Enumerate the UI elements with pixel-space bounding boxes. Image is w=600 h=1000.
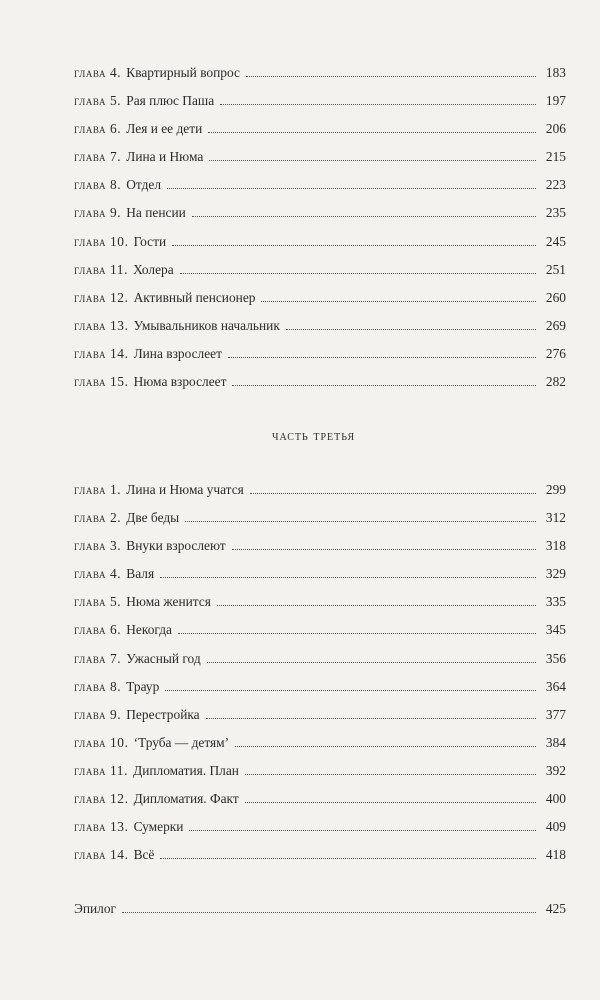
entry-title: Сумерки xyxy=(133,819,184,835)
chapter-number: глава 6. xyxy=(74,121,122,137)
toc-entry[interactable] xyxy=(74,291,566,319)
entry-page-number: 276 xyxy=(545,345,566,361)
chapter-number: глава 5. xyxy=(74,93,122,109)
entry-title: Отдел xyxy=(126,177,162,193)
entry-page-number: 364 xyxy=(545,678,566,694)
chapter-number: глава 14. xyxy=(74,345,129,361)
chapter-number: глава 6. xyxy=(74,622,122,638)
chapter-number: глава 12. xyxy=(74,791,129,807)
toc-entry[interactable] xyxy=(74,178,566,206)
toc-epilogue xyxy=(74,902,566,930)
toc-entry[interactable] xyxy=(74,736,566,764)
chapter-number: глава 12. xyxy=(74,289,129,305)
entry-title: Валя xyxy=(126,566,155,582)
entry-page-number: 392 xyxy=(545,762,566,778)
entry-page-number: 251 xyxy=(545,261,566,277)
entry-page-number: 235 xyxy=(545,205,566,221)
toc-entry[interactable] xyxy=(74,848,566,876)
toc-entry[interactable] xyxy=(74,539,566,567)
entry-page-number: 183 xyxy=(545,65,566,80)
dot-leader xyxy=(250,492,536,494)
entry-title: ‘Труба — детям’ xyxy=(133,734,230,750)
dot-leader xyxy=(286,328,536,330)
entry-title: Внуки взрослеют xyxy=(126,538,226,554)
chapter-number: глава 7. xyxy=(74,149,122,165)
dot-leader xyxy=(235,745,536,747)
toc-entry[interactable] xyxy=(74,820,566,848)
entry-title: Рая плюс Паша xyxy=(126,93,215,109)
entry-title: Лина и Нюма учатся xyxy=(126,482,244,497)
entry-title: Активный пенсионер xyxy=(133,289,256,305)
entry-page-number: 377 xyxy=(545,706,566,722)
entry-page-number: 318 xyxy=(545,538,566,554)
entry-page-number: 425 xyxy=(545,901,566,916)
entry-title: Нюма взрослеет xyxy=(133,374,227,390)
dot-leader xyxy=(245,801,536,803)
entry-title: Холера xyxy=(133,261,174,277)
dot-leader xyxy=(167,187,536,189)
entry-page-number: 384 xyxy=(545,734,566,750)
entry-page-number: 197 xyxy=(545,93,566,109)
dot-leader xyxy=(165,689,536,691)
dot-leader xyxy=(246,75,536,77)
entry-title: Всё xyxy=(133,847,155,863)
toc-entry[interactable] xyxy=(74,567,566,595)
chapter-number: глава 11. xyxy=(74,261,129,277)
toc-entry[interactable] xyxy=(74,347,566,375)
toc-entry[interactable] xyxy=(74,375,566,403)
dot-leader xyxy=(160,576,536,578)
entry-page-number: 418 xyxy=(545,847,566,863)
toc-entry[interactable] xyxy=(74,623,566,651)
entry-page-number: 409 xyxy=(545,819,566,835)
dot-leader xyxy=(185,520,536,522)
entry-title: Гости xyxy=(133,233,167,249)
toc-entry[interactable] xyxy=(74,94,566,122)
chapter-number: глава 9. xyxy=(74,205,122,221)
entry-page-number: 260 xyxy=(545,289,566,305)
entry-page-number: 312 xyxy=(545,510,566,526)
entry-page-number: 345 xyxy=(545,622,566,638)
entry-title: Некогда xyxy=(126,622,172,638)
toc-entry[interactable] xyxy=(74,652,566,680)
entry-page-number: 269 xyxy=(545,317,566,333)
dot-leader xyxy=(217,604,536,606)
dot-leader xyxy=(160,857,536,859)
entry-title: Нюма женится xyxy=(126,594,211,610)
toc-entry[interactable] xyxy=(74,263,566,291)
dot-leader xyxy=(220,103,536,105)
dot-leader xyxy=(207,661,536,663)
entry-title: Две беды xyxy=(126,510,180,526)
dot-leader xyxy=(180,272,536,274)
dot-leader xyxy=(228,356,536,358)
entry-title: Дипломатия. Факт xyxy=(133,791,239,807)
chapter-number: глава 2. xyxy=(74,510,122,526)
entry-page-number: 206 xyxy=(545,121,566,137)
toc-entry[interactable] xyxy=(74,764,566,792)
toc-section-part-two xyxy=(74,66,566,403)
chapter-number: глава 8. xyxy=(74,177,122,193)
entry-title: Лина взрослеет xyxy=(133,345,222,361)
toc-entry-epilogue[interactable] xyxy=(74,902,566,930)
entry-page-number: 356 xyxy=(545,650,566,666)
entry-page-number: 282 xyxy=(545,374,566,390)
toc-entry[interactable] xyxy=(74,66,566,94)
chapter-number: глава 11. xyxy=(74,762,129,778)
toc-entry[interactable] xyxy=(74,206,566,234)
toc-entry[interactable] xyxy=(74,595,566,623)
entry-page-number: 223 xyxy=(545,177,566,193)
entry-page-number: 400 xyxy=(545,791,566,807)
chapter-number: глава 15. xyxy=(74,374,129,390)
chapter-number: глава 10. xyxy=(74,734,129,750)
chapter-number: глава 13. xyxy=(74,317,129,333)
chapter-number: глава 9. xyxy=(74,706,122,722)
chapter-number: глава 4. xyxy=(74,65,122,80)
dot-leader xyxy=(261,300,536,302)
chapter-number: глава 7. xyxy=(74,650,122,666)
entry-page-number: 299 xyxy=(545,482,566,497)
entry-page-number: 215 xyxy=(545,149,566,165)
toc-entry[interactable] xyxy=(74,319,566,347)
dot-leader xyxy=(192,215,536,217)
entry-page-number: 245 xyxy=(545,233,566,249)
entry-title: Умывальников начальник xyxy=(133,317,280,333)
dot-leader xyxy=(209,159,536,161)
entry-title: Ужасный год xyxy=(126,650,201,666)
chapter-number: глава 13. xyxy=(74,819,129,835)
dot-leader xyxy=(208,131,536,133)
part-three-heading: часть третья xyxy=(272,428,356,444)
toc-entry[interactable] xyxy=(74,708,566,736)
toc-entry[interactable] xyxy=(74,122,566,150)
dot-leader xyxy=(122,911,536,913)
dot-leader xyxy=(172,244,536,246)
entry-title: На пенсии xyxy=(126,205,186,221)
entry-title: Лина и Нюма xyxy=(126,149,204,165)
chapter-number: глава 4. xyxy=(74,566,122,582)
chapter-number: глава 14. xyxy=(74,847,129,863)
toc-entry[interactable] xyxy=(74,483,566,511)
entry-title: Лея и ее дети xyxy=(126,121,203,137)
dot-leader xyxy=(245,773,536,775)
toc-entry[interactable] xyxy=(74,150,566,178)
entry-title: Эпилог xyxy=(74,901,117,916)
toc-entry[interactable] xyxy=(74,680,566,708)
chapter-number: глава 5. xyxy=(74,594,122,610)
dot-leader xyxy=(178,632,536,634)
dot-leader xyxy=(232,384,536,386)
toc-section-part-three xyxy=(74,483,566,876)
dot-leader xyxy=(189,829,536,831)
entry-page-number: 329 xyxy=(545,566,566,582)
toc-entry[interactable] xyxy=(74,511,566,539)
chapter-number: глава 1. xyxy=(74,482,122,497)
toc-entry[interactable] xyxy=(74,792,566,820)
entry-title: Дипломатия. План xyxy=(133,762,239,778)
entry-title: Квартирный вопрос xyxy=(126,65,240,80)
toc-entry[interactable] xyxy=(74,235,566,263)
entry-page-number: 335 xyxy=(545,594,566,610)
chapter-number: глава 10. xyxy=(74,233,129,249)
chapter-number: глава 3. xyxy=(74,538,122,554)
dot-leader xyxy=(232,548,536,550)
chapter-number: глава 8. xyxy=(74,678,122,694)
dot-leader xyxy=(206,717,536,719)
entry-title: Перестройка xyxy=(126,706,200,722)
entry-title: Траур xyxy=(126,678,160,694)
